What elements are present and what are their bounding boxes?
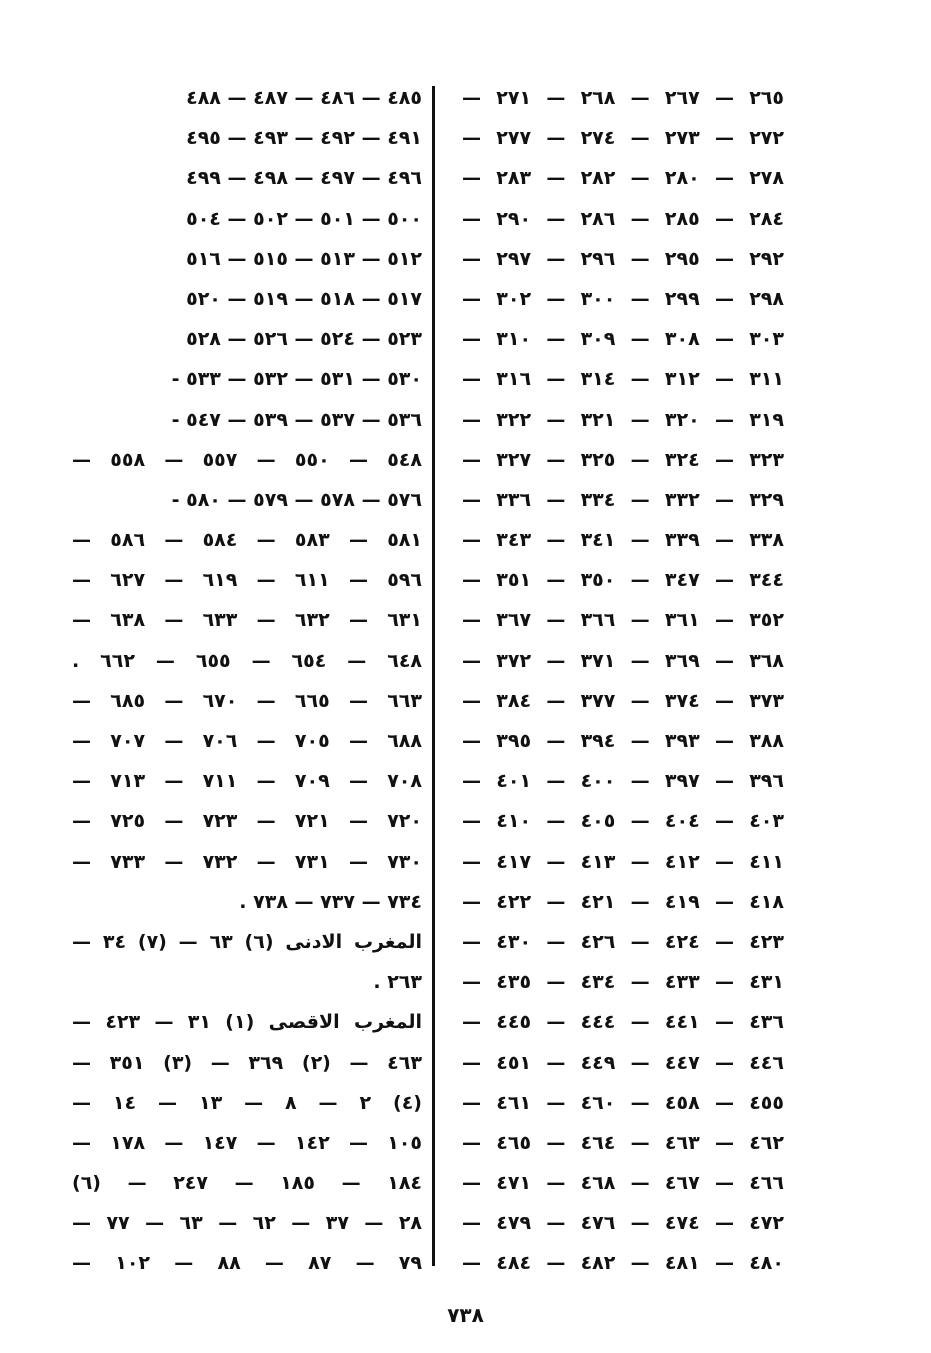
index-line: ٢٨٤ — ٢٨٥ — ٢٨٦ — ٢٩٠ —	[462, 207, 784, 230]
index-line: ٧٩ — ٨٧ — ٨٨ — ١٠٢ —	[72, 1252, 422, 1275]
index-line: ٣٠٣ — ٣٠٨ — ٣٠٩ — ٣١٠ —	[462, 328, 784, 351]
index-line: ٤١١ — ٤١٢ — ٤١٣ — ٤١٧ —	[462, 850, 784, 873]
index-line: ٥٤٨ — ٥٥٠ — ٥٥٧ — ٥٥٨ —	[72, 448, 422, 471]
index-line: ٥١٢ — ٥١٣ — ٥١٥ — ٥١٦	[186, 247, 422, 270]
index-line: ١٠٥ — ١٤٢ — ١٤٧ — ١٧٨ —	[72, 1131, 422, 1154]
index-line: ٢٦٥ — ٢٦٧ — ٢٦٨ — ٢٧١ —	[462, 87, 784, 109]
index-line: ٢٦٣ .	[373, 971, 422, 994]
index-line: ٤٦٦ — ٤٦٧ — ٤٦٨ — ٤٧١ —	[462, 1172, 784, 1195]
index-line: ٣٣٨ — ٣٣٩ — ٣٤١ — ٣٤٣ —	[462, 529, 784, 552]
index-line: ٣٢٣ — ٣٢٤ — ٣٢٥ — ٣٢٧ —	[462, 448, 784, 471]
index-column-right	[462, 78, 784, 1284]
index-line: ٤٥٥ — ٤٥٨ — ٤٦٠ — ٤٦١ —	[462, 1091, 784, 1114]
index-line: ٢٧٨ — ٢٨٠ — ٢٨٢ — ٢٨٣ —	[462, 167, 784, 190]
index-line: ٢٨ — ٣٧ — ٦٢ — ٦٣ — ٧٧ —	[72, 1212, 423, 1235]
index-line: ٧٢٠ — ٧٢١ — ٧٢٣ — ٧٢٥ —	[72, 810, 422, 833]
index-line: ٧٣٤ — ٧٣٧ — ٧٣٨ .	[239, 890, 422, 913]
index-line: ٣٧٣ — ٣٧٤ — ٣٧٧ — ٣٨٤ —	[462, 689, 784, 712]
index-line: ٥٣٠ — ٥٣١ — ٥٣٢ — ٥٣٣ -	[171, 368, 422, 391]
index-line: ٤٩١ — ٤٩٢ — ٤٩٣ — ٤٩٥	[186, 127, 422, 150]
index-line: ٥٠٠ — ٥٠١ — ٥٠٢ — ٥٠٤	[186, 207, 422, 230]
index-line: ٣٢٩ — ٣٣٢ — ٣٣٤ — ٣٣٦ —	[462, 488, 784, 511]
index-line: ٧٠٨ — ٧٠٩ — ٧١١ — ٧١٣ —	[72, 770, 422, 793]
index-line: ١٨٤ — ١٨٥ — ٢٤٧ — (٦)	[72, 1172, 423, 1195]
index-line: ٤٦٣ — (٢) ٣٦٩ — (٣) ٣٥١ —	[72, 1051, 422, 1074]
index-line: ٣١٩ — ٣٢٠ — ٣٢١ — ٣٢٢ —	[462, 408, 784, 431]
index-line: ٥٩٦ — ٦١١ — ٦١٩ — ٦٢٧ —	[72, 569, 422, 592]
index-line: ٤٨٥ — ٤٨٦ — ٤٨٧ — ٤٨٨	[186, 87, 422, 109]
index-line: ٥٨١ — ٥٨٣ — ٥٨٤ — ٥٨٦ —	[72, 529, 422, 552]
index-line: ٣٨٨ — ٣٩٣ — ٣٩٤ — ٣٩٥ —	[462, 730, 784, 752]
column-divider	[432, 86, 435, 1266]
index-line: ٦٣١ — ٦٣٢ — ٦٣٣ — ٦٣٨ —	[72, 609, 422, 632]
index-line: ٥٧٦ — ٥٧٨ — ٥٧٩ — ٥٨٠ -	[171, 488, 422, 511]
index-line: ٤٣٦ — ٤٤١ — ٤٤٤ — ٤٤٥ —	[462, 1011, 784, 1034]
index-line: ٤٣١ — ٤٣٣ — ٤٣٤ — ٤٣٥ —	[462, 971, 784, 994]
index-line: ٢٩٨ — ٢٩٩ — ٣٠٠ — ٣٠٢ —	[462, 287, 784, 310]
index-line: ٤٠٣ — ٤٠٤ — ٤٠٥ — ٤١٠ —	[462, 810, 784, 833]
page-number: ٧٣٨	[447, 1303, 484, 1327]
index-entry-heading: المغرب الادنى (٦) ٦٣ — (٧) ٣٤ —	[72, 930, 422, 953]
index-line: ٢٧٢ — ٢٧٣ — ٢٧٤ — ٢٧٧ —	[462, 127, 784, 150]
index-line: ٣٤٤ — ٣٤٧ — ٣٥٠ — ٣٥١ —	[462, 569, 784, 592]
index-line: ٦٨٨ — ٧٠٥ — ٧٠٦ — ٧٠٧ —	[72, 730, 422, 752]
index-column-left	[72, 78, 422, 1284]
index-line: ٣٩٦ — ٣٩٧ — ٤٠٠ — ٤٠١ —	[462, 770, 784, 793]
index-line: ٤٩٦ — ٤٩٧ — ٤٩٨ — ٤٩٩	[186, 167, 422, 190]
index-line: ٤٦٢ — ٤٦٣ — ٤٦٤ — ٤٦٥ —	[462, 1131, 784, 1154]
index-line: ٥١٧ — ٥١٨ — ٥١٩ — ٥٢٠	[186, 287, 422, 310]
index-line: ٧٣٠ — ٧٣١ — ٧٣٢ — ٧٣٣ —	[72, 850, 422, 873]
index-line: ٤٢٣ — ٤٢٤ — ٤٢٦ — ٤٣٠ —	[462, 930, 784, 953]
index-line: ٥٢٣ — ٥٢٤ — ٥٢٦ — ٥٢٨	[186, 328, 422, 351]
index-line: ٢٩٢ — ٢٩٥ — ٢٩٦ — ٢٩٧ —	[462, 247, 784, 270]
index-line: ٣٥٢ — ٣٦١ — ٣٦٦ — ٣٦٧ —	[462, 609, 784, 632]
index-line: ٣٦٨ — ٣٦٩ — ٣٧١ — ٣٧٢ —	[462, 649, 784, 672]
index-line: ٦٦٣ — ٦٦٥ — ٦٧٠ — ٦٨٥ —	[72, 689, 422, 712]
index-line: ٤٧٢ — ٤٧٤ — ٤٧٦ — ٤٧٩ —	[462, 1212, 784, 1235]
index-line: ٦٤٨ — ٦٥٤ — ٦٥٥ — ٦٦٢ .	[72, 649, 423, 672]
index-line: ٤٨٠ — ٤٨١ — ٤٨٢ — ٤٨٤ —	[462, 1252, 784, 1275]
index-line: (٤) ٢ — ٨ — ١٣ — ١٤ —	[72, 1091, 422, 1114]
index-entry-heading: المغرب الاقصى (١) ٣١ — ٤٢٣ —	[72, 1011, 423, 1034]
index-line: ٣١١ — ٣١٢ — ٣١٤ — ٣١٦ —	[462, 368, 784, 391]
index-line: ٥٣٦ — ٥٣٧ — ٥٣٩ — ٥٤٧ -	[171, 408, 422, 431]
index-line: ٤١٨ — ٤١٩ — ٤٢١ — ٤٢٢ —	[462, 890, 784, 913]
index-line: ٤٤٦ — ٤٤٧ — ٤٤٩ — ٤٥١ —	[462, 1051, 784, 1074]
